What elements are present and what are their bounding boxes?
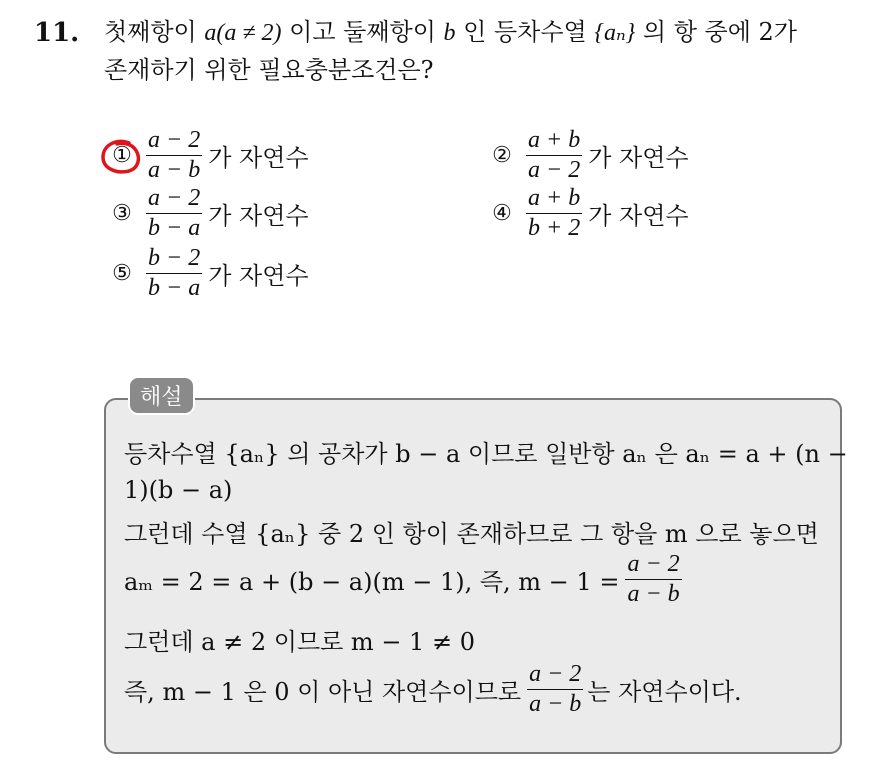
fraction-denominator: a − b bbox=[529, 691, 582, 718]
solution-tag: 해설 bbox=[128, 376, 195, 415]
solution-text: 즉, m − 1 은 0 이 아닌 자연수이므로 bbox=[124, 678, 522, 707]
question-math-a: a(a ≠ 2) bbox=[204, 20, 282, 46]
choice-3[interactable] bbox=[104, 186, 309, 241]
choice-suffix: 가 자연수 bbox=[208, 262, 309, 291]
question-text-part: 이고 둘째항이 bbox=[281, 18, 444, 46]
choice-number: ① bbox=[112, 143, 132, 169]
choice-5[interactable] bbox=[104, 246, 309, 301]
fraction-numerator: a − 2 bbox=[625, 552, 681, 580]
fraction-denominator: b − a bbox=[148, 275, 201, 302]
fraction-denominator: a − b bbox=[148, 157, 201, 184]
solution-fraction bbox=[625, 552, 681, 607]
choice-suffix: 가 자연수 bbox=[208, 144, 309, 173]
solution-line-6 bbox=[124, 662, 742, 717]
question-number: 11. bbox=[34, 18, 80, 48]
fraction-denominator: a − 2 bbox=[528, 157, 581, 184]
question-text-part: 첫째항이 bbox=[104, 18, 205, 46]
solution-line-3: 그런데 수열 {aₙ} 중 2 인 항이 존재하므로 그 항을 m 으로 놓으면 bbox=[124, 520, 819, 548]
solution-line-5: 그런데 a ≠ 2 이므로 m − 1 ≠ 0 bbox=[124, 628, 475, 656]
choice-2[interactable] bbox=[484, 128, 689, 183]
question-math-b: b bbox=[443, 20, 456, 46]
fraction-numerator: a − 2 bbox=[146, 128, 202, 156]
choice-number: ③ bbox=[112, 201, 132, 227]
solution-line-1: 등차수열 {aₙ} 의 공차가 b − a 이므로 일반항 aₙ 은 aₙ = a + (n − bbox=[124, 440, 848, 468]
solution-line-4 bbox=[124, 552, 686, 607]
choice-number: ⑤ bbox=[112, 261, 132, 287]
choice-fraction bbox=[146, 128, 202, 183]
choice-fraction bbox=[526, 186, 582, 241]
choice-fraction bbox=[146, 246, 202, 301]
choice-suffix: 가 자연수 bbox=[588, 202, 689, 231]
fraction-denominator: a − b bbox=[627, 581, 680, 608]
fraction-denominator: b + 2 bbox=[528, 215, 581, 242]
choice-fraction bbox=[146, 186, 202, 241]
question-text-line-1 bbox=[104, 16, 797, 49]
question-text-part: 인 등차수열 bbox=[455, 18, 595, 46]
choice-fraction bbox=[526, 128, 582, 183]
fraction-numerator: a + b bbox=[526, 128, 582, 156]
answer-circle-mark bbox=[99, 137, 143, 177]
choice-4[interactable] bbox=[484, 186, 689, 241]
solution-fraction bbox=[527, 662, 583, 717]
fraction-numerator: b − 2 bbox=[146, 246, 202, 274]
solution-line-2: 1)(b − a) bbox=[124, 476, 233, 504]
question-text-line-2: 존재하기 위한 필요충분조건은? bbox=[104, 56, 434, 84]
question-text-part: 의 항 중에 2가 bbox=[635, 18, 797, 46]
solution-equation: aₘ = 2 = a + (b − a)(m − 1), 즉, m − 1 = bbox=[124, 568, 620, 597]
fraction-numerator: a + b bbox=[526, 186, 582, 214]
fraction-denominator: b − a bbox=[148, 215, 201, 242]
question-math-sequence: {aₙ} bbox=[594, 20, 636, 46]
solution-text: 는 자연수이다. bbox=[587, 678, 742, 707]
choice-suffix: 가 자연수 bbox=[588, 144, 689, 173]
choice-number: ④ bbox=[492, 201, 512, 227]
fraction-numerator: a − 2 bbox=[527, 662, 583, 690]
choice-number: ② bbox=[492, 143, 512, 169]
choice-suffix: 가 자연수 bbox=[208, 202, 309, 231]
fraction-numerator: a − 2 bbox=[146, 186, 202, 214]
